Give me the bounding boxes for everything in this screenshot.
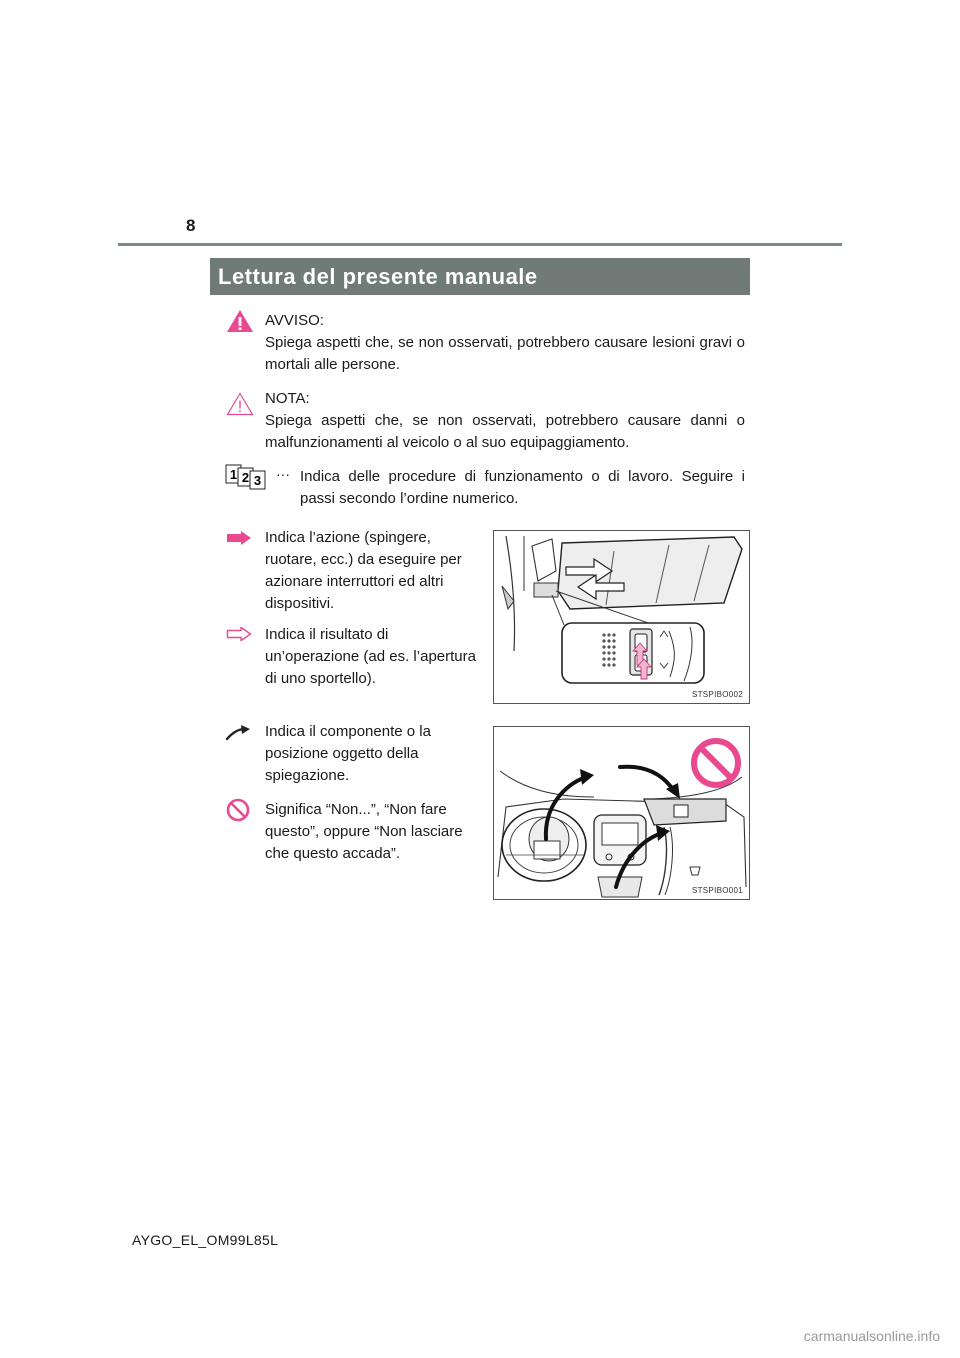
prohibition-icon: [226, 798, 250, 822]
step-digit-1: 1: [229, 467, 238, 482]
component-line-1: Indica il componente o la: [265, 723, 431, 740]
notice-heading: NOTA:: [265, 390, 310, 407]
numbered-steps-icon: [225, 464, 275, 490]
action-line-4: dispositivi.: [265, 595, 335, 612]
step-digit-2: 2: [241, 470, 250, 485]
dashboard-illustration: [494, 727, 749, 899]
dashboard-figure-code: STSPIBO001: [691, 886, 743, 895]
action-line-3: azionare interruttori ed altri: [265, 573, 444, 590]
component-line-3: spiegazione.: [265, 767, 350, 784]
warning-line-1: Spiega aspetti che, se non osservati, potrebbero causare lesioni gravi o: [265, 334, 745, 351]
header-rule: [118, 243, 842, 246]
steps-line-1: Indica delle procedure di funzionamento o di lavoro. Seguire i: [300, 468, 745, 485]
footer-document-code: AYGO_EL_OM99L85L: [132, 1232, 279, 1248]
outline-arrow-icon: [226, 626, 252, 642]
notice-line-2: malfunzionamenti al veicolo o al suo equipaggiamento.: [265, 434, 630, 451]
notice-description: [265, 388, 745, 454]
component-line-2: posizione oggetto della: [265, 745, 419, 762]
prohibition-line-2: questo”, oppure “Non lasciare: [265, 823, 463, 840]
result-line-3: di uno sportello).: [265, 670, 376, 687]
component-description: [265, 721, 478, 787]
window-figure-code: STSPIBO002: [691, 690, 743, 699]
warning-heading: AVVISO:: [265, 312, 324, 329]
section-title: Lettura del presente manuale: [210, 258, 750, 295]
page-number: 8: [186, 216, 196, 235]
window-switch-illustration: [494, 531, 749, 703]
prohibition-line-1: Significa “Non...”, “Non fare: [265, 801, 447, 818]
prohibition-description: [265, 799, 478, 865]
result-line-2: un’operazione (ad es. l’apertura: [265, 648, 476, 665]
warning-line-2: mortali alle persone.: [265, 356, 401, 373]
notice-line-1: Spiega aspetti che, se non osservati, potrebbero causare danni o: [265, 412, 745, 429]
filled-arrow-icon: [226, 530, 252, 546]
prohibition-line-3: che questo accada”.: [265, 845, 401, 862]
dashboard-figure: [493, 726, 750, 900]
action-line-2: ruotare, ecc.) da eseguire per: [265, 551, 462, 568]
window-switch-figure: [493, 530, 750, 704]
steps-line-2: passi secondo l’ordine numerico.: [300, 490, 519, 507]
action-description: [265, 527, 478, 615]
warning-triangle-filled-icon: [226, 309, 254, 333]
warning-description: [265, 310, 745, 376]
watermark: carmanualsonline.info: [803, 1328, 940, 1344]
steps-description: [300, 466, 745, 510]
curved-pointer-arrow-icon: [225, 725, 251, 741]
steps-ellipsis: ···: [276, 466, 290, 482]
result-description: [265, 624, 478, 690]
step-digit-3: 3: [253, 473, 262, 488]
action-line-1: Indica l’azione (spingere,: [265, 529, 431, 546]
warning-triangle-outline-icon: [226, 392, 254, 416]
result-line-1: Indica il risultato di: [265, 626, 389, 643]
